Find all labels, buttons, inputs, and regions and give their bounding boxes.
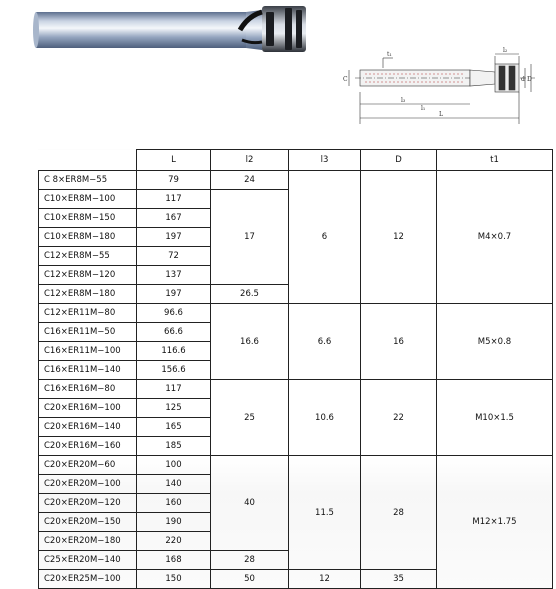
length-cell: 72 [137, 247, 211, 266]
model-cell: C10×ER8M−150 [39, 209, 137, 228]
length-cell: 197 [137, 228, 211, 247]
model-cell: C25×ER20M−140 [39, 551, 137, 570]
model-cell: C20×ER20M−150 [39, 513, 137, 532]
dim-label-l2: l₂ [503, 47, 508, 54]
t1-cell: M4×0.7 [437, 171, 553, 304]
dim-label-d-small: d [521, 76, 525, 83]
length-cell: 168 [137, 551, 211, 570]
length-cell: 117 [137, 190, 211, 209]
length-cell: 66.6 [137, 323, 211, 342]
model-cell: C12×ER8M−120 [39, 266, 137, 285]
length-cell: 79 [137, 171, 211, 190]
model-cell: C12×ER8M−180 [39, 285, 137, 304]
model-cell: C20×ER25M−100 [39, 570, 137, 589]
l2-cell: 24 [211, 171, 289, 190]
model-cell: C20×ER20M−120 [39, 494, 137, 513]
d-cell: 28 [361, 456, 437, 570]
l3-cell: 10.6 [289, 380, 361, 456]
dim-label-l1: l₁ [421, 105, 426, 112]
t1-cell: M12×1.75 [437, 456, 553, 589]
technical-drawing [335, 44, 535, 126]
dim-label-total-length: L [439, 111, 443, 118]
l3-cell: 6 [289, 171, 361, 304]
model-cell: C20×ER16M−100 [39, 399, 137, 418]
model-cell: C20×ER20M−60 [39, 456, 137, 475]
length-cell: 150 [137, 570, 211, 589]
d-cell: 22 [361, 380, 437, 456]
length-cell: 165 [137, 418, 211, 437]
l2-cell: 16.6 [211, 304, 289, 380]
length-cell: 140 [137, 475, 211, 494]
model-cell: C16×ER11M−50 [39, 323, 137, 342]
l3-cell: 6.6 [289, 304, 361, 380]
model-cell: C16×ER16M−80 [39, 380, 137, 399]
length-cell: 167 [137, 209, 211, 228]
length-cell: 220 [137, 532, 211, 551]
length-cell: 116.6 [137, 342, 211, 361]
d-cell: 35 [361, 570, 437, 589]
header-l: L [137, 150, 211, 171]
dim-label-l3: l₃ [401, 97, 406, 104]
table-row [39, 456, 553, 475]
model-cell: C20×ER16M−160 [39, 437, 137, 456]
extension-shank-photo [0, 0, 330, 62]
length-cell: 197 [137, 285, 211, 304]
length-cell: 160 [137, 494, 211, 513]
model-cell: C10×ER8M−100 [39, 190, 137, 209]
length-cell: 100 [137, 456, 211, 475]
dim-label-c: C [343, 76, 348, 83]
dim-label-t1: t₁ [387, 51, 392, 58]
dim-label-d: D [527, 76, 532, 83]
l2-cell: 40 [211, 456, 289, 551]
t1-cell: M5×0.8 [437, 304, 553, 380]
model-cell: C20×ER16M−140 [39, 418, 137, 437]
length-cell: 156.6 [137, 361, 211, 380]
l2-cell: 26.5 [211, 285, 289, 304]
table-row [39, 171, 553, 190]
model-cell: C16×ER11M−140 [39, 361, 137, 380]
model-cell: C12×ER11M−80 [39, 304, 137, 323]
l3-cell: 12 [289, 570, 361, 589]
spec-table [38, 149, 553, 589]
model-cell: C12×ER8M−55 [39, 247, 137, 266]
model-cell: C10×ER8M−180 [39, 228, 137, 247]
header-illustrations [0, 0, 556, 150]
l2-cell: 28 [211, 551, 289, 570]
length-cell: 117 [137, 380, 211, 399]
table-row [39, 304, 553, 323]
l2-cell: 50 [211, 570, 289, 589]
length-cell: 190 [137, 513, 211, 532]
length-cell: 137 [137, 266, 211, 285]
header-l3: l3 [289, 150, 361, 171]
t1-cell: M10×1.5 [437, 380, 553, 456]
table-header-row [39, 150, 553, 171]
d-cell: 12 [361, 171, 437, 304]
l2-cell: 25 [211, 380, 289, 456]
length-cell: 125 [137, 399, 211, 418]
model-cell: C20×ER20M−180 [39, 532, 137, 551]
model-cell: C16×ER11M−100 [39, 342, 137, 361]
l3-cell: 11.5 [289, 456, 361, 570]
header-l2: l2 [211, 150, 289, 171]
length-cell: 185 [137, 437, 211, 456]
d-cell: 16 [361, 304, 437, 380]
model-cell: C20×ER20M−100 [39, 475, 137, 494]
length-cell: 96.6 [137, 304, 211, 323]
header-d: D [361, 150, 437, 171]
l2-cell: 17 [211, 190, 289, 285]
header-model [39, 150, 137, 171]
table-row [39, 380, 553, 399]
header-t1: t1 [437, 150, 553, 171]
model-cell: C 8×ER8M−55 [39, 171, 137, 190]
